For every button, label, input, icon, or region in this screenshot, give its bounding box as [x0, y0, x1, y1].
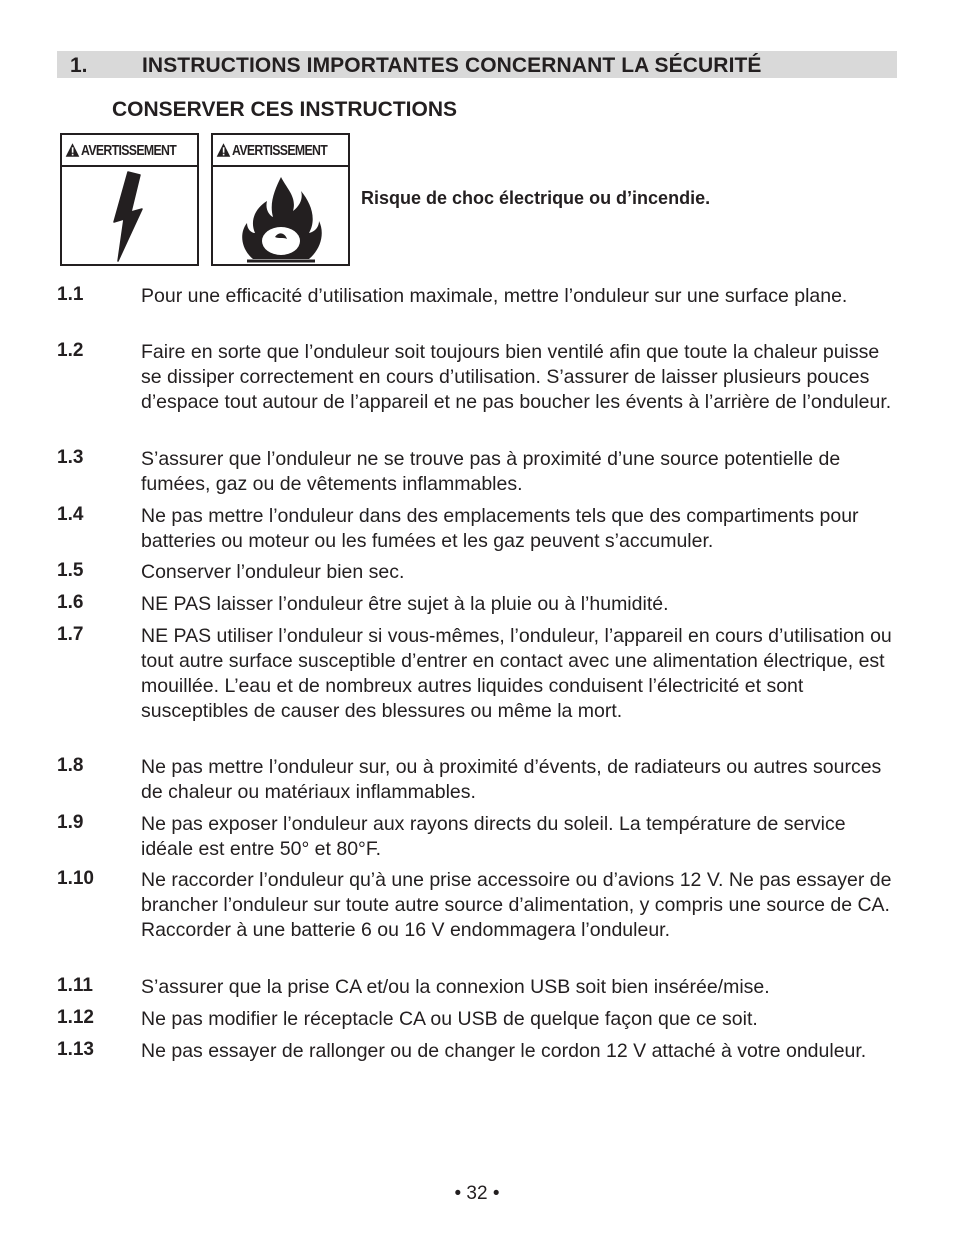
item-number: 1.2 [57, 340, 84, 361]
warning-box-fire [211, 133, 350, 266]
warning-header [213, 135, 348, 167]
item-text: Ne pas modifier le réceptacle CA ou USB de quelque façon que ce soit. [141, 1008, 758, 1030]
item-text: Ne pas exposer l’onduleur aux rayons directs du soleil. La température de service idéale est entre 50° et 80°F. [141, 813, 846, 860]
item-number: 1.7 [57, 624, 84, 645]
item-text: NE PAS utiliser l’onduleur si vous-mêmes, l’onduleur, l’appareil en cours d’utilisation ou tout autre surface susceptible d’entrer en contact avec une alimentation électrique, est mouillée. L’eau et de nombreux autres liquides conduisent l’électricité et sont susceptibles de causer des blessures ou même la mort. [141, 625, 892, 722]
warning-label: AVERTISSEMENT [231, 141, 328, 159]
subtitle: CONSERVER CES INSTRUCTIONS [112, 98, 457, 121]
warning-picture [62, 167, 197, 264]
section-title: INSTRUCTIONS IMPORTANTES CONCERNANT LA SÉCURITÉ [142, 54, 762, 77]
item-number: 1.9 [57, 812, 84, 833]
item-number: 1.4 [57, 504, 84, 525]
item-text: Pour une efficacité d’utilisation maximale, mettre l’onduleur sur une surface plane. [141, 285, 848, 307]
item-number: 1.8 [57, 755, 84, 776]
item-text: S’assurer que la prise CA et/ou la connexion USB soit bien insérée/mise. [141, 976, 770, 998]
item-text: NE PAS laisser l’onduleur être sujet à la pluie ou à l’humidité. [141, 593, 669, 615]
item-text: Ne pas mettre l’onduleur dans des emplacements tels que des compartiments pour batteries ou moteur ou les fumées et les gaz peuvent s’accumuler. [141, 505, 859, 552]
item-number: 1.6 [57, 592, 84, 613]
item-number: 1.5 [57, 560, 84, 581]
item-number: 1.13 [57, 1039, 94, 1060]
warning-triangle-icon [65, 139, 80, 161]
lightning-bolt-icon [62, 167, 197, 266]
warning-box-electric [60, 133, 199, 266]
warning-header [62, 135, 197, 167]
warning-picture [213, 167, 348, 264]
item-text: Faire en sorte que l’onduleur soit toujours bien ventilé afin que toute la chaleur puisse se dissiper correctement en cours d’utilisation. S’assurer de laisser plusieurs pouces d’espace tout autour de l’appareil et ne pas boucher les évents à l’arrière de l’onduleur. [141, 341, 892, 413]
item-text: Ne raccorder l’onduleur qu’à une prise accessoire ou d’avions 12 V. Ne pas essayer de brancher l’onduleur sur toute autre source d’alimentation, y compris une source de CA. Raccorder à une batterie 6 ou 16 V endommagera l’onduleur. [141, 869, 892, 941]
item-number: 1.3 [57, 447, 84, 468]
flame-icon [213, 167, 348, 266]
item-text: S’assurer que l’onduleur ne se trouve pas à proximité d’une source potentielle de fumées, gaz ou de vêtements inflammables. [141, 448, 841, 495]
warning-triangle-icon [216, 139, 231, 161]
item-text: Conserver l’onduleur bien sec. [141, 561, 405, 583]
section-number: 1. [70, 54, 88, 77]
warning-label: AVERTISSEMENT [80, 141, 177, 159]
item-number: 1.10 [57, 868, 94, 889]
item-number: 1.12 [57, 1007, 94, 1028]
item-text: Ne pas essayer de rallonger ou de changer le cordon 12 V attaché à votre onduleur. [141, 1040, 867, 1062]
risk-text: Risque de choc électrique ou d’incendie. [361, 188, 711, 208]
section-header-bar [57, 51, 897, 78]
item-text: Ne pas mettre l’onduleur sur, ou à proximité d’évents, de radiateurs ou autres sources de chaleur ou matériaux inflammables. [141, 756, 882, 803]
item-number: 1.1 [57, 284, 84, 305]
page-number: • 32 • [454, 1183, 500, 1204]
item-number: 1.11 [57, 975, 93, 996]
